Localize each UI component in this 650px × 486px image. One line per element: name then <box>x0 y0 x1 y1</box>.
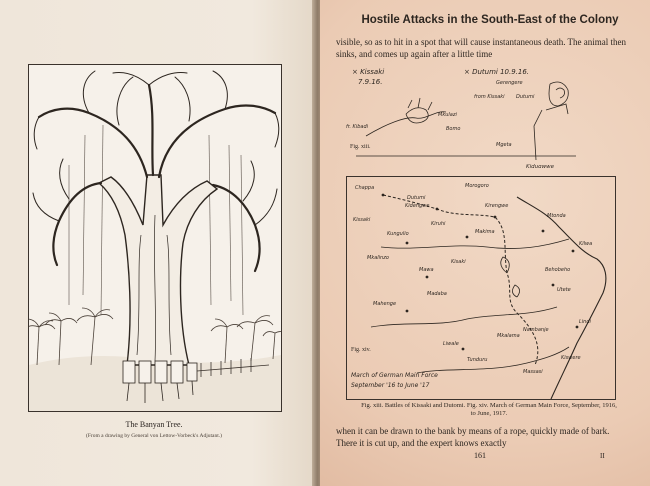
map-place-label: Kiswere <box>561 355 581 361</box>
signature-mark: II <box>600 452 605 460</box>
map-place-label: Morogoro <box>465 183 489 189</box>
map-place-label: Kidengwe <box>405 203 430 209</box>
map-place-label: Makima <box>475 229 495 235</box>
banyan-tree-illustration <box>28 64 282 412</box>
figure-14-march-map <box>346 176 616 400</box>
map-place-label: Dutumi <box>407 195 426 201</box>
left-page <box>0 0 315 486</box>
map-place-label: Chappa <box>355 185 375 191</box>
page-number: 161 <box>474 451 486 460</box>
illustration-credit: (From a drawing by General von Lettow-Vorbeck's Adjutant.) <box>86 433 222 439</box>
map-place-label: Tunduru <box>467 357 488 363</box>
body-text-bottom: when it can be drawn to the bank by means of a rope, quickly made of bark. There it is cut up, and the expert knows exactly <box>336 426 610 448</box>
illustration-title: The Banyan Tree. <box>125 420 183 429</box>
map-place-label: Mkalinzo <box>367 255 389 261</box>
map-place-label: Nambanje <box>523 327 549 333</box>
fig13-annotation: Dutumi <box>516 94 535 100</box>
fig14-map <box>347 177 615 399</box>
map-place-label: Lindi <box>579 319 591 325</box>
fig13-annotation: Mgeta <box>496 142 512 148</box>
map-place-label: Kiruhi <box>431 221 446 227</box>
fig13-drawing <box>346 64 614 168</box>
map-place-label: Kungulio <box>387 231 409 237</box>
map-place-label: Liwale <box>443 341 459 347</box>
fig13-annotation: fr. Kibadi <box>346 124 369 130</box>
map-place-label: Mkalama <box>497 333 520 339</box>
fig14-legend-line2: September '16 to June '17 <box>351 382 430 389</box>
fig14-label: Fig. xiv. <box>351 347 371 353</box>
fig13-label: Fig. xiii. <box>350 144 371 150</box>
running-header: Hostile Attacks in the South-East of the Colony <box>361 14 619 26</box>
map-place-label: Massasi <box>523 369 543 375</box>
map-place-label: Utete <box>557 287 571 293</box>
figure-caption: Fig. xiii. Battles of Kissaki and Dutomi. Fig. xiv. March of German Main Force, September, 1916, to June, 1917. <box>361 402 617 417</box>
fig13-annotation: Gerengere <box>496 80 523 86</box>
map-place-label: Madaba <box>427 291 447 297</box>
fig13-annotation: 7.9.16. <box>358 78 383 86</box>
fig13-annotation: from Kissaki <box>474 94 505 100</box>
fig13-annotation: Bomo <box>446 126 461 132</box>
map-place-label: Mtonda <box>547 213 566 219</box>
fig13-annotation: Kidugwwe <box>526 164 554 168</box>
fig13-annotation: Mkulazi <box>438 112 457 118</box>
map-place-label: Kilwa <box>579 241 593 247</box>
map-place-label: Kissaki <box>353 217 371 223</box>
fig14-legend-line1: March of German Main Force <box>351 372 438 379</box>
figure-13-battle-sketch <box>346 64 614 168</box>
fig13-annotation: × Kissaki <box>352 68 385 76</box>
map-place-label: Behobeho <box>545 267 571 273</box>
map-place-label: Kisaki <box>451 259 466 265</box>
map-place-label: Mahenge <box>373 301 397 307</box>
map-place-label: Mawa <box>419 267 434 273</box>
map-place-label: Kirengwe <box>485 203 509 209</box>
banyan-tree-drawing <box>29 65 281 411</box>
fig13-annotation: × Dutumi 10.9.16. <box>464 68 530 76</box>
body-text-top: visible, so as to hit in a spot that will cause instantaneous death. The animal then sinks, and comes up again after a little time <box>336 37 627 59</box>
